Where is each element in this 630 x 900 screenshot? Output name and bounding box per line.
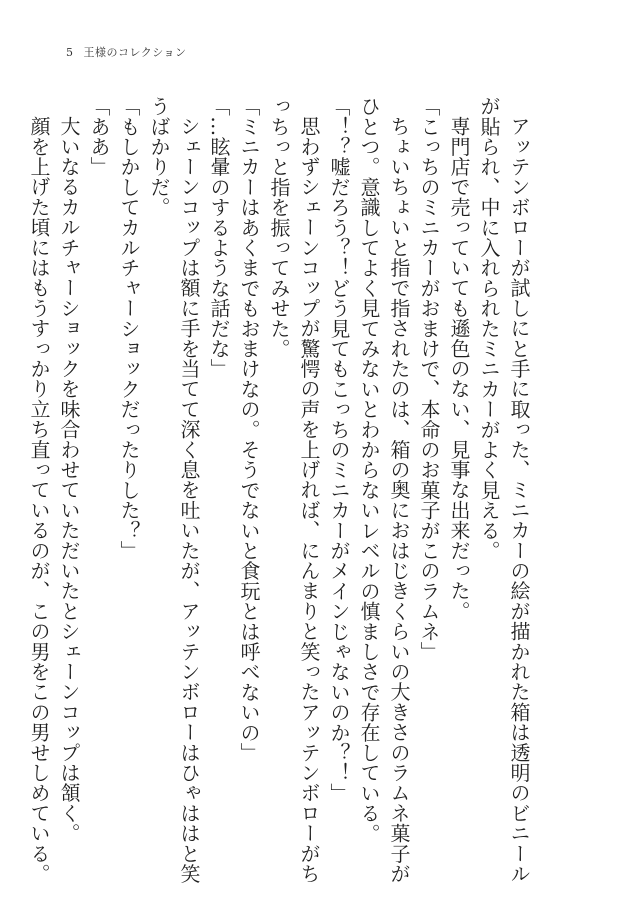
running-header <box>66 44 187 60</box>
paragraph-7: 顔を上げた頃にはもうすっかり立ち直っているのが、この男をこの男せしめている。 <box>27 116 51 884</box>
dialogue-6: 「ああ」 <box>87 96 111 177</box>
book-title: 王様のコレクション <box>83 46 187 59</box>
paragraph-1: アッテンボローが試しにと手に取った、ミニカーの絵が描かれた箱は透明のビニールが貼られ、中に入れられたミニカーがよく見える。 <box>477 96 531 884</box>
paragraph-2: 専門店で売っていても遜色のない、見事な出来だった。 <box>447 116 471 621</box>
dialogue-2: 「！？嘘だろう？！どう見てもこっちのミニカーがメインじゃないのか？！」 <box>327 96 351 803</box>
paragraph-6: 大いなるカルチャーショックを味合わせていただいたとシェーンコップは頷く。 <box>57 116 81 844</box>
dialogue-1: 「こっちのミニカーがおまけで、本命のお菓子がこのラムネ」 <box>417 96 441 662</box>
paragraph-5: シェーンコップは額に手を当てて深く息を吐いたが、アッテンボローはひゃははと笑うばかりだ。 <box>147 96 201 884</box>
dialogue-5: 「もしかしてカルチャーショックだったりした？」 <box>117 96 141 561</box>
paragraph-4: 思わずシェーンコップが驚愕の声を上げれば、にんまりと笑ったアッテンボローがちっちっと指を振ってみせた。 <box>267 96 321 884</box>
vertical-body-text <box>27 96 534 886</box>
dialogue-4: 「…眩暈のするような話だな」 <box>207 96 231 379</box>
page-number: 5 <box>66 46 74 59</box>
paragraph-3: ちょいちょいと指で指されたのは、箱の奥におはじきくらいの大きさのラムネ菓子がひとつ。意識してよく見てみないとわからないレベルの慎ましさで存在している。 <box>357 96 411 884</box>
dialogue-3: 「ミニカーはあくまでもおまけなの。そうでないと食玩とは呼べないの」 <box>237 96 261 763</box>
